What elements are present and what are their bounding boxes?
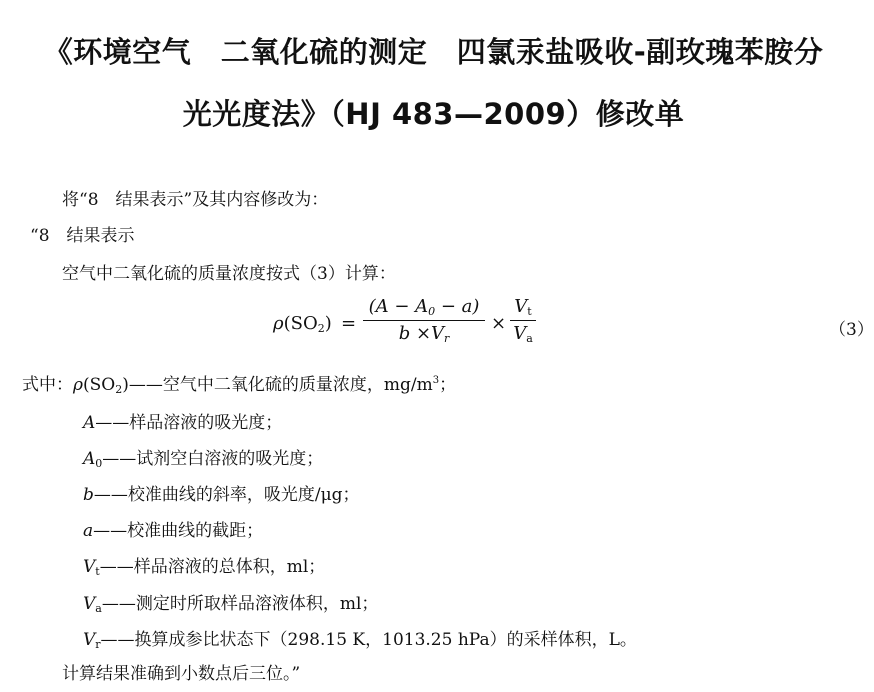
section-heading: “8 结果表示 — [30, 226, 135, 246]
where-label: 式中： — [22, 375, 73, 395]
definition-Vr — [83, 625, 637, 651]
definition-b — [83, 480, 360, 506]
formula-equals: = — [341, 313, 357, 334]
fraction-bar-2 — [510, 320, 536, 321]
intro-text: 将“8 结果表示”及其内容修改为： — [62, 190, 329, 210]
formula-rho: ρ — [273, 313, 284, 334]
formula-num-sub: 0 — [428, 305, 436, 318]
def-desc: ——换算成参比状态下（298.15 K，1013.25 hPa）的采样体积，L。 — [100, 630, 637, 650]
definition-a — [83, 516, 263, 542]
def-sym: V — [83, 594, 96, 614]
def-sym: A — [83, 413, 96, 433]
def-desc: ——样品溶液的总体积，ml； — [99, 557, 326, 577]
def-sym: V — [83, 630, 96, 650]
definition-A — [83, 408, 282, 434]
formula-den-sub: r — [444, 332, 450, 345]
document-title-line-2: 光光度法》（HJ 483—2009）修改单 — [182, 97, 685, 131]
def-rho-close: ) — [122, 375, 129, 395]
definition-Vt — [83, 552, 325, 578]
def-sub: 0 — [95, 457, 103, 470]
formula-3 — [273, 296, 543, 358]
formula-vt-sym: V — [514, 296, 528, 317]
definition-A0 — [83, 444, 323, 470]
formula-vt — [510, 296, 536, 318]
def-rho-so: (SO — [83, 375, 116, 395]
document-title-line-1: 《环境空气 二氧化硫的测定 四氯汞盐吸收-副玫瑰苯胺分 — [43, 35, 824, 69]
formula-numerator — [363, 296, 485, 318]
def-sym: a — [83, 521, 94, 541]
formula-volume-fraction — [510, 296, 536, 345]
formula-vt-sub: t — [527, 305, 532, 318]
def-sub: r — [95, 638, 101, 651]
formula-so: (SO — [283, 313, 318, 334]
formula-va — [510, 323, 536, 345]
def-rho-sub: 2 — [115, 383, 123, 396]
def-desc: ——校准曲线的斜率，吸光度/μg； — [93, 485, 360, 505]
def-sub: a — [95, 602, 102, 615]
def-rho-end: ； — [439, 375, 457, 395]
formula-lhs — [273, 313, 332, 335]
equation-number: （3） — [829, 320, 874, 340]
def-desc: ——样品溶液的吸光度； — [95, 413, 283, 433]
formula-close: ) — [324, 313, 332, 334]
formula-va-sub: a — [526, 332, 533, 345]
def-rho-sup: 3 — [432, 375, 440, 386]
formula-denominator — [363, 323, 485, 345]
formula-num-tail: − a) — [435, 296, 480, 317]
closing-text: 计算结果准确到小数点后三位。” — [62, 664, 301, 684]
def-sym: A — [83, 449, 96, 469]
def-sub: t — [95, 565, 100, 578]
definition-rho — [22, 370, 456, 396]
def-desc: ——试剂空白溶液的吸光度； — [102, 449, 324, 469]
def-rho-sym: ρ — [73, 375, 83, 395]
def-sym: V — [83, 557, 96, 577]
definition-Va — [83, 589, 378, 615]
formula-num-text: (A − A — [368, 296, 429, 317]
formula-so-sub: 2 — [317, 322, 325, 335]
formula-times: × — [491, 313, 507, 334]
calc-instruction: 空气中二氧化硫的质量浓度按式（3）计算： — [62, 264, 396, 284]
formula-den-text: b ×V — [398, 323, 445, 344]
def-desc: ——校准曲线的截距； — [93, 521, 264, 541]
def-rho-desc: ——空气中二氧化硫的质量浓度，mg/m — [128, 375, 433, 395]
formula-main-fraction — [363, 296, 485, 345]
formula-va-sym: V — [513, 323, 527, 344]
def-sym: b — [83, 485, 94, 505]
fraction-bar — [363, 320, 485, 321]
def-desc: ——测定时所取样品溶液体积，ml； — [101, 594, 379, 614]
